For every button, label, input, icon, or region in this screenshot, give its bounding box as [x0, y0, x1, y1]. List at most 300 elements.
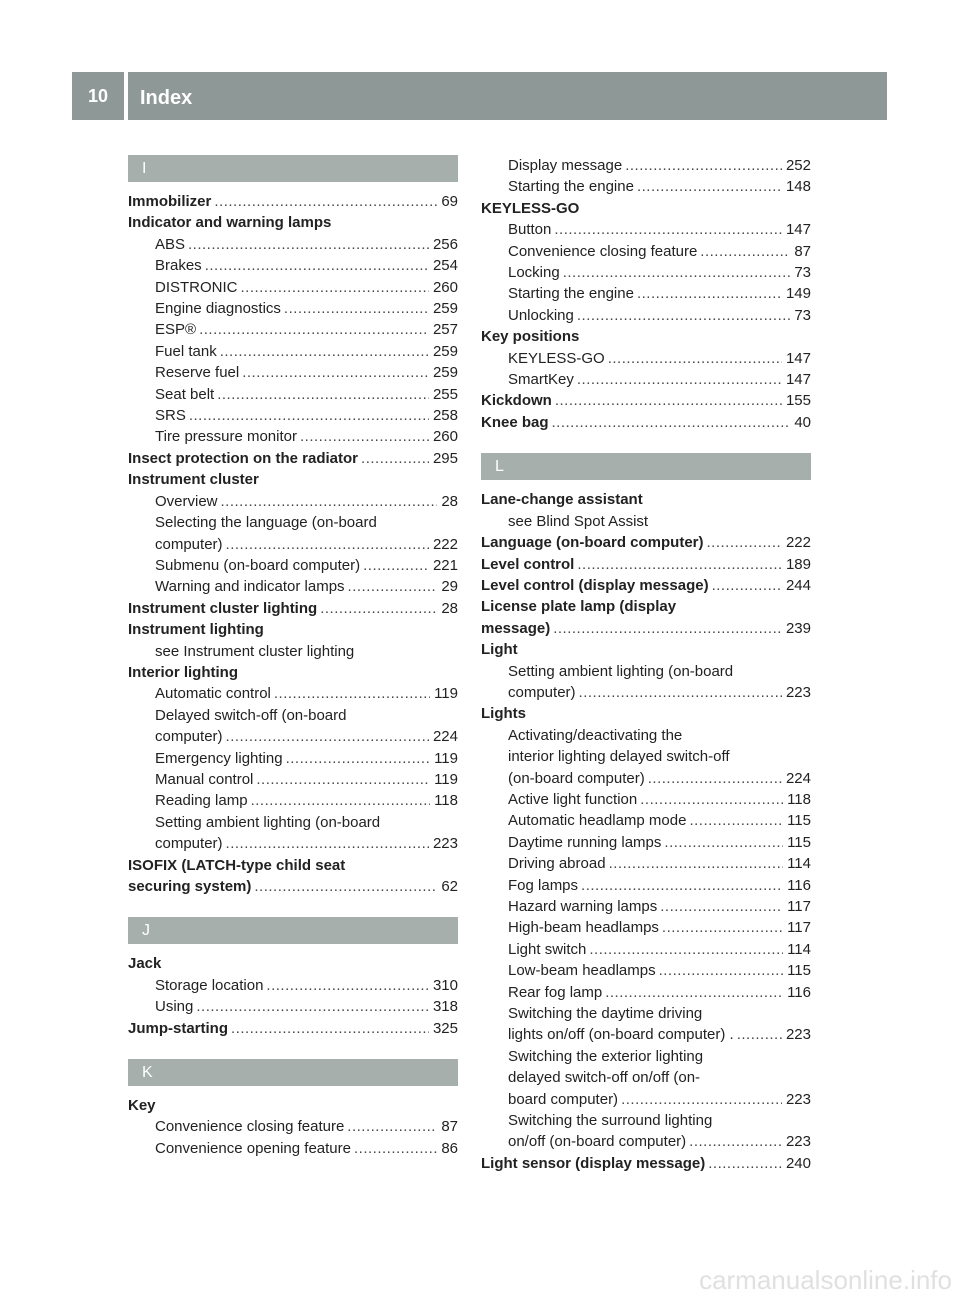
entry-term: Level control	[481, 554, 577, 575]
dot-leader	[660, 896, 783, 917]
index-subentry	[128, 491, 458, 512]
entry-term: lights on/off (on-board computer) .	[508, 1024, 737, 1045]
entry-page-number: 73	[790, 262, 811, 283]
index-subentry	[128, 641, 458, 662]
page-number: 10	[87, 85, 109, 106]
index-subentry	[128, 555, 458, 576]
entry-term: ESP®	[155, 319, 199, 340]
dot-leader	[348, 576, 438, 597]
dot-leader	[621, 1089, 782, 1110]
index-subentry	[128, 255, 458, 276]
entry-term: Instrument cluster	[128, 469, 262, 490]
dot-leader	[266, 975, 429, 996]
index-subentry	[481, 1110, 811, 1131]
entry-term: Switching the surround lighting	[508, 1110, 715, 1131]
dot-leader	[221, 491, 438, 512]
dot-leader	[589, 939, 783, 960]
dot-leader	[707, 532, 782, 553]
index-subentry	[128, 298, 458, 319]
index-subentry	[481, 305, 811, 326]
index-subentry	[128, 975, 458, 996]
entry-page-number: 189	[782, 554, 811, 575]
index-entry	[481, 639, 811, 660]
index-subentry	[128, 1116, 458, 1137]
dot-leader	[286, 748, 431, 769]
entry-page-number: 149	[782, 283, 811, 304]
entry-term: Reserve fuel	[155, 362, 242, 383]
entry-page-number: 244	[782, 575, 811, 596]
dot-leader	[274, 683, 430, 704]
header-separator	[124, 72, 128, 120]
entry-page-number: 115	[783, 810, 811, 831]
index-subentry	[481, 1089, 811, 1110]
dot-leader	[220, 341, 429, 362]
entry-page-number: 117	[783, 917, 811, 938]
index-subentry	[481, 832, 811, 853]
entry-page-number: 29	[437, 576, 458, 597]
index-subentry	[128, 534, 458, 555]
index-subentry	[481, 789, 811, 810]
entry-term: Tire pressure monitor	[155, 426, 300, 447]
dot-leader	[231, 1018, 429, 1039]
entry-term: Setting ambient lighting (on-board	[155, 812, 383, 833]
entry-term: Key	[128, 1095, 159, 1116]
entry-page-number: 118	[430, 790, 458, 811]
entry-term: Automatic headlamp mode	[508, 810, 689, 831]
entry-term: securing system)	[128, 876, 254, 897]
index-subentry	[481, 1024, 811, 1045]
dot-leader	[662, 917, 783, 938]
entry-term: Submenu (on-board computer)	[155, 555, 363, 576]
entry-term: Switching the daytime driving	[508, 1003, 705, 1024]
entry-term: Instrument cluster lighting	[128, 598, 320, 619]
entry-page-number: 87	[790, 241, 811, 262]
index-subentry	[481, 241, 811, 262]
entry-page-number: 259	[429, 298, 458, 319]
section-title: Index	[140, 87, 193, 109]
entry-page-number: 87	[437, 1116, 458, 1137]
entry-term: Low-beam headlamps	[508, 960, 659, 981]
entry-page-number: 223	[782, 1131, 811, 1152]
dot-leader	[347, 1116, 437, 1137]
letter-heading: J	[128, 917, 458, 944]
entry-term: Manual control	[155, 769, 256, 790]
entry-page-number: 40	[790, 412, 811, 433]
entry-term: Emergency lighting	[155, 748, 286, 769]
index-subentry	[128, 748, 458, 769]
entry-page-number: 147	[782, 348, 811, 369]
dot-leader	[648, 768, 782, 789]
entry-term: Light sensor (display message)	[481, 1153, 708, 1174]
entry-page-number: 222	[782, 532, 811, 553]
dot-leader	[205, 255, 429, 276]
dot-leader	[320, 598, 437, 619]
index-subentry	[481, 853, 811, 874]
dot-leader	[664, 832, 783, 853]
dot-leader	[659, 960, 783, 981]
index-subentry	[481, 875, 811, 896]
entry-term: Unlocking	[508, 305, 577, 326]
index-entry	[128, 855, 458, 876]
entry-page-number: 117	[783, 896, 811, 917]
entry-term: High-beam headlamps	[508, 917, 662, 938]
entry-term: Active light function	[508, 789, 640, 810]
entry-term: KEYLESS-GO	[508, 348, 608, 369]
entry-page-number: 255	[429, 384, 458, 405]
dot-leader	[196, 996, 429, 1017]
entry-page-number: 258	[429, 405, 458, 426]
dot-leader	[354, 1138, 437, 1159]
entry-page-number: 222	[429, 534, 458, 555]
entry-page-number: 254	[429, 255, 458, 276]
index-entry	[128, 953, 458, 974]
entry-page-number: 115	[783, 832, 811, 853]
entry-page-number: 256	[429, 234, 458, 255]
entry-term: Convenience closing feature	[508, 241, 700, 262]
entry-term: Indicator and warning lamps	[128, 212, 334, 233]
entry-term: DISTRONIC	[155, 277, 241, 298]
entry-term: Lane-change assistant	[481, 489, 646, 510]
index-subentry	[481, 219, 811, 240]
entry-page-number: 116	[783, 875, 811, 896]
entry-term: Key positions	[481, 326, 582, 347]
index-subentry	[481, 262, 811, 283]
index-subentry	[128, 362, 458, 383]
dot-leader	[242, 362, 429, 383]
index-subentry	[128, 277, 458, 298]
index-subentry	[481, 511, 811, 532]
index-subentry	[481, 982, 811, 1003]
dot-leader	[577, 369, 782, 390]
entry-page-number: 223	[782, 1089, 811, 1110]
index-entry	[481, 554, 811, 575]
dot-leader	[625, 155, 782, 176]
index-entry	[128, 191, 458, 212]
entry-term: Light	[481, 639, 521, 660]
entry-term: computer)	[508, 682, 579, 703]
entry-term: Driving abroad	[508, 853, 609, 874]
index-subentry	[128, 996, 458, 1017]
entry-page-number: 119	[430, 769, 458, 790]
entry-page-number: 224	[782, 768, 811, 789]
entry-page-number: 115	[783, 960, 811, 981]
entry-page-number: 223	[782, 682, 811, 703]
entry-term: Display message	[508, 155, 625, 176]
entry-page-number: 119	[430, 748, 458, 769]
entry-term: Reading lamp	[155, 790, 251, 811]
entry-term: License plate lamp (display	[481, 596, 679, 617]
entry-term: Kickdown	[481, 390, 555, 411]
entry-page-number: 252	[782, 155, 811, 176]
index-entry	[128, 212, 458, 233]
watermark: carmanualsonline.info	[699, 1265, 952, 1295]
dot-leader	[199, 319, 429, 340]
dot-leader	[226, 726, 429, 747]
entry-term: see Instrument cluster lighting	[155, 641, 357, 662]
entry-term: Convenience opening feature	[155, 1138, 354, 1159]
entry-term: Setting ambient lighting (on-board	[508, 661, 736, 682]
index-subentry	[481, 1046, 811, 1067]
entry-page-number: 116	[783, 982, 811, 1003]
index-subentry	[481, 917, 811, 938]
dot-leader	[712, 575, 782, 596]
entry-page-number: 257	[429, 319, 458, 340]
entry-term: SmartKey	[508, 369, 577, 390]
index-entry	[481, 618, 811, 639]
dot-leader	[700, 241, 790, 262]
index-entry	[481, 596, 811, 617]
entry-page-number: 223	[782, 1024, 811, 1045]
index-subentry	[128, 319, 458, 340]
index-subentry	[481, 155, 811, 176]
letter-heading: K	[128, 1059, 458, 1086]
entry-term: computer)	[155, 534, 226, 555]
dot-leader	[609, 853, 784, 874]
dot-leader	[361, 448, 429, 469]
index-entry	[128, 448, 458, 469]
dot-leader	[284, 298, 429, 319]
entry-term: Language (on-board computer)	[481, 532, 707, 553]
index-entry	[481, 198, 811, 219]
entry-term: Daytime running lamps	[508, 832, 664, 853]
dot-leader	[553, 618, 782, 639]
entry-page-number: 69	[437, 191, 458, 212]
index-subentry	[128, 405, 458, 426]
index-entry	[481, 703, 811, 724]
entry-page-number: 118	[783, 789, 811, 810]
dot-leader	[189, 405, 429, 426]
entry-page-number: 62	[437, 876, 458, 897]
entry-term: message)	[481, 618, 553, 639]
dot-leader	[188, 234, 429, 255]
index-entry	[481, 489, 811, 510]
entry-page-number: 259	[429, 362, 458, 383]
entry-term: Activating/deactivating the	[508, 725, 685, 746]
entry-page-number: 148	[782, 176, 811, 197]
index-subentry	[481, 960, 811, 981]
index-subentry	[128, 683, 458, 704]
entry-term: Jump-starting	[128, 1018, 231, 1039]
entry-term: see Blind Spot Assist	[508, 511, 651, 532]
dot-leader	[737, 1024, 782, 1045]
index-entry	[128, 1095, 458, 1116]
entry-term: Storage location	[155, 975, 266, 996]
index-entry	[481, 326, 811, 347]
letter-heading: I	[128, 155, 458, 182]
entry-term: Immobilizer	[128, 191, 214, 212]
dot-leader	[689, 1131, 782, 1152]
entry-term: Knee bag	[481, 412, 552, 433]
entry-page-number: 28	[437, 491, 458, 512]
entry-term: Starting the engine	[508, 176, 637, 197]
entry-term: Switching the exterior lighting	[508, 1046, 706, 1067]
dot-leader	[555, 390, 782, 411]
index-subentry	[128, 426, 458, 447]
dot-leader	[708, 1153, 782, 1174]
entry-page-number: 147	[782, 219, 811, 240]
dot-leader	[605, 982, 783, 1003]
index-subentry	[128, 769, 458, 790]
entry-page-number: 86	[437, 1138, 458, 1159]
dot-leader	[226, 833, 429, 854]
entry-page-number: 28	[437, 598, 458, 619]
index-entry	[128, 662, 458, 683]
index-column-left	[128, 155, 458, 1159]
entry-term: computer)	[155, 833, 226, 854]
dot-leader	[256, 769, 430, 790]
index-subentry	[128, 341, 458, 362]
entry-page-number: 147	[782, 369, 811, 390]
dot-leader	[577, 554, 782, 575]
index-subentry	[128, 705, 458, 726]
index-subentry	[481, 661, 811, 682]
dot-leader	[579, 682, 782, 703]
index-subentry	[481, 725, 811, 746]
index-subentry	[128, 576, 458, 597]
index-subentry	[481, 369, 811, 390]
entry-term: Using	[155, 996, 196, 1017]
index-entry	[481, 412, 811, 433]
index-subentry	[128, 512, 458, 533]
entry-term: Fog lamps	[508, 875, 581, 896]
entry-page-number: 259	[429, 341, 458, 362]
entry-page-number: 224	[429, 726, 458, 747]
entry-page-number: 119	[430, 683, 458, 704]
index-entry	[128, 876, 458, 897]
dot-leader	[637, 283, 782, 304]
entry-term: Selecting the language (on-board	[155, 512, 380, 533]
entry-term: Warning and indicator lamps	[155, 576, 348, 597]
entry-page-number: 260	[429, 277, 458, 298]
entry-term: on/off (on-board computer)	[508, 1131, 689, 1152]
index-entry	[481, 390, 811, 411]
dot-leader	[363, 555, 429, 576]
letter-heading: L	[481, 453, 811, 480]
index-entry	[128, 619, 458, 640]
entry-term: board computer)	[508, 1089, 621, 1110]
entry-term: KEYLESS-GO	[481, 198, 582, 219]
entry-term: Jack	[128, 953, 164, 974]
page-header	[72, 72, 887, 120]
entry-term: (on-board computer)	[508, 768, 648, 789]
dot-leader	[637, 176, 782, 197]
index-subentry	[481, 939, 811, 960]
entry-term: Seat belt	[155, 384, 217, 405]
index-subentry	[481, 682, 811, 703]
entry-term: Lights	[481, 703, 529, 724]
index-subentry	[481, 1003, 811, 1024]
index-subentry	[128, 384, 458, 405]
entry-page-number: 310	[429, 975, 458, 996]
index-subentry	[481, 348, 811, 369]
entry-page-number: 260	[429, 426, 458, 447]
entry-term: Interior lighting	[128, 662, 241, 683]
entry-page-number: 223	[429, 833, 458, 854]
index-subentry	[128, 1138, 458, 1159]
dot-leader	[608, 348, 782, 369]
index-entry	[128, 469, 458, 490]
dot-leader	[217, 384, 429, 405]
entry-page-number: 240	[782, 1153, 811, 1174]
index-subentry	[128, 833, 458, 854]
index-entry	[481, 1153, 811, 1174]
index-subentry	[128, 812, 458, 833]
dot-leader	[577, 305, 790, 326]
index-entry	[128, 598, 458, 619]
index-subentry	[481, 746, 811, 767]
entry-page-number: 114	[783, 853, 811, 874]
entry-term: Light switch	[508, 939, 589, 960]
entry-term: Automatic control	[155, 683, 274, 704]
entry-term: Delayed switch-off (on-board	[155, 705, 349, 726]
index-subentry	[128, 726, 458, 747]
index-column-right	[481, 155, 811, 1174]
entry-term: delayed switch-off on/off (on-	[508, 1067, 703, 1088]
dot-leader	[226, 534, 429, 555]
entry-term: Fuel tank	[155, 341, 220, 362]
dot-leader	[563, 262, 791, 283]
entry-term: Engine diagnostics	[155, 298, 284, 319]
index-subentry	[481, 283, 811, 304]
dot-leader	[214, 191, 437, 212]
entry-term: Hazard warning lamps	[508, 896, 660, 917]
entry-term: SRS	[155, 405, 189, 426]
entry-term: ABS	[155, 234, 188, 255]
entry-page-number: 73	[790, 305, 811, 326]
index-subentry	[481, 176, 811, 197]
dot-leader	[251, 790, 431, 811]
dot-leader	[300, 426, 429, 447]
entry-term: interior lighting delayed switch-off	[508, 746, 733, 767]
entry-term: computer)	[155, 726, 226, 747]
entry-term: Starting the engine	[508, 283, 637, 304]
dot-leader	[689, 810, 783, 831]
dot-leader	[640, 789, 783, 810]
dot-leader	[254, 876, 437, 897]
entry-term: Level control (display message)	[481, 575, 712, 596]
dot-leader	[552, 412, 791, 433]
entry-term: Rear fog lamp	[508, 982, 605, 1003]
dot-leader	[241, 277, 429, 298]
entry-term: Brakes	[155, 255, 205, 276]
index-entry	[481, 575, 811, 596]
entry-term: ISOFIX (LATCH-type child seat	[128, 855, 348, 876]
index-subentry	[481, 810, 811, 831]
index-subentry	[481, 1131, 811, 1152]
entry-page-number: 221	[429, 555, 458, 576]
entry-page-number: 114	[783, 939, 811, 960]
index-subentry	[481, 768, 811, 789]
index-entry	[481, 532, 811, 553]
index-subentry	[481, 1067, 811, 1088]
entry-term: Overview	[155, 491, 221, 512]
index-entry	[128, 1018, 458, 1039]
entry-term: Instrument lighting	[128, 619, 267, 640]
index-subentry	[128, 234, 458, 255]
entry-term: Convenience closing feature	[155, 1116, 347, 1137]
index-subentry	[128, 790, 458, 811]
entry-page-number: 318	[429, 996, 458, 1017]
entry-term: Insect protection on the radiator	[128, 448, 361, 469]
entry-page-number: 295	[429, 448, 458, 469]
entry-page-number: 155	[782, 390, 811, 411]
index-subentry	[481, 896, 811, 917]
entry-term: Locking	[508, 262, 563, 283]
entry-page-number: 325	[429, 1018, 458, 1039]
entry-term: Button	[508, 219, 554, 240]
dot-leader	[554, 219, 782, 240]
entry-page-number: 239	[782, 618, 811, 639]
